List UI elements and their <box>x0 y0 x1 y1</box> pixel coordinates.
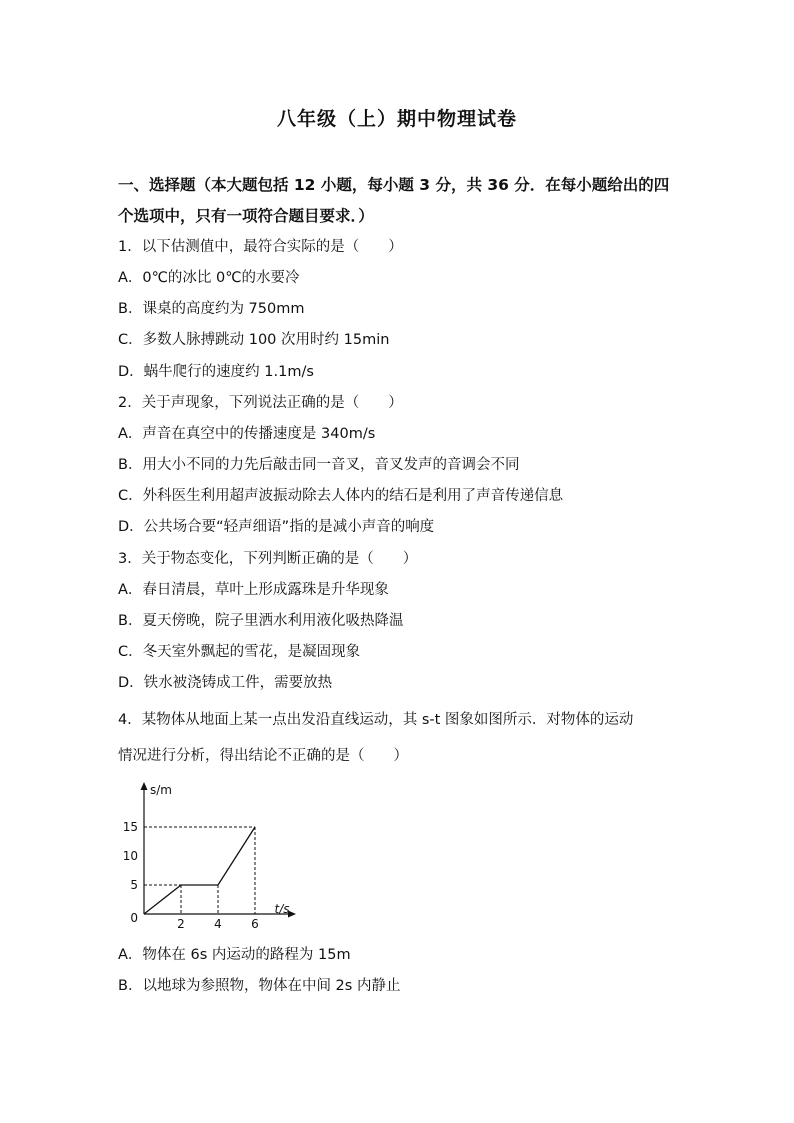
y-axis-label: s/m <box>150 783 172 797</box>
s-t-graph <box>112 778 302 928</box>
q1-option-a: A．0℃的冰比 0℃的水要冷 <box>118 270 300 286</box>
x-axis-label: t/s <box>274 902 290 916</box>
q3-option-a: A．春日清晨，草叶上形成露珠是升华现象 <box>118 582 389 598</box>
q4-option-a: A．物体在 6s 内运动的路程为 15m <box>118 947 351 963</box>
series-line <box>144 827 255 914</box>
q4-stem-line-2: 情况进行分析，得出结论不正确的是（ ） <box>118 748 408 764</box>
q4-option-b: B．以地球为参照物，物体在中间 2s 内静止 <box>118 978 401 994</box>
section-heading-line-2: 个选项中，只有一项符合题目要求．） <box>118 207 374 225</box>
y-tick-label-10: 10 <box>122 849 138 863</box>
x-tick-label-6: 6 <box>251 917 259 928</box>
y-axis-arrow <box>141 782 148 790</box>
q1-option-d: D．蜗牛爬行的速度约 1.1m/s <box>118 364 314 380</box>
section-heading-line-1: 一、选择题（本大题包括 12 小题，每小题 3 分，共 36 分．在每小题给出的四 <box>118 176 670 194</box>
series-layer <box>144 827 255 914</box>
q2-option-b: B．用大小不同的力先后敲击同一音叉，音叉发声的音调会不同 <box>118 457 520 473</box>
y-tick-label-15: 15 <box>122 820 138 834</box>
q4-stem-line-1: 4．某物体从地面上某一点出发沿直线运动，其 s-t 图象如图所示．对物体的运动 <box>118 712 634 728</box>
x-tick-label-4: 4 <box>214 917 222 928</box>
q3-option-c: C．冬天室外飘起的雪花，是凝固现象 <box>118 644 361 660</box>
q1-option-c: C．多数人脉搏跳动 100 次用时约 15min <box>118 332 390 348</box>
tick-labels <box>123 783 290 928</box>
page-title: 八年级（上）期中物理试卷 <box>276 108 517 130</box>
q2-option-d: D．公共场合要“轻声细语”指的是减小声音的响度 <box>118 519 435 535</box>
y-tick-label-5: 5 <box>130 878 138 892</box>
q3-stem: 3．关于物态变化，下列判断正确的是（ ） <box>118 551 418 567</box>
q2-option-c: C．外科医生利用超声波振动除去人体内的结石是利用了声音传递信息 <box>118 488 564 504</box>
q2-option-a: A．声音在真空中的传播速度是 340m/s <box>118 426 376 442</box>
x-tick-label-2: 2 <box>177 917 185 928</box>
q1-option-b: B．课桌的高度约为 750mm <box>118 301 305 317</box>
q2-stem: 2．关于声现象，下列说法正确的是（ ） <box>118 395 403 411</box>
q3-option-d: D．铁水被浇铸成工件，需要放热 <box>118 675 333 691</box>
origin-label: 0 <box>130 911 138 925</box>
q3-option-b: B．夏天傍晚，院子里洒水利用液化吸热降温 <box>118 613 404 629</box>
q1-stem: 1．以下估测值中，最符合实际的是（ ） <box>118 239 403 255</box>
